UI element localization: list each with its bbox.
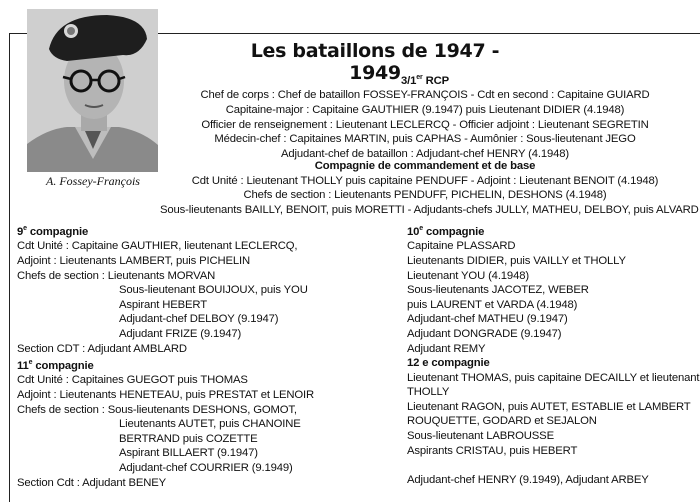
company-11-line: Chefs de section : Sous-lieutenants DESHONS, GOMOT, <box>17 403 297 416</box>
ccb-heading: Compagnie de commandement et de base <box>314 160 536 172</box>
company-12-line: Aspirants CRISTAU, puis HEBERT <box>407 444 578 457</box>
company-9-line: Adjoint : Lieutenants LAMBERT, puis PICHELIN <box>17 254 251 267</box>
company-11-indented: Aspirant BILLAERT (9.1947) <box>119 447 258 460</box>
company-10-line: Adjudant REMY <box>407 342 486 355</box>
company-10-line: Adjudant-chef MATHEU (9.1947) <box>407 313 568 326</box>
rcp-line: Officier de renseignement : Lieutenant LECLERCQ - Officier adjoint : Lieutenant SEGRETIN <box>201 118 649 131</box>
company-9-indented: Aspirant HEBERT <box>119 298 207 311</box>
company-12-line: Sous-lieutenant LABROUSSE <box>407 429 554 442</box>
company-9-indented: Sous-lieutenant BOUIJOUX, puis YOU <box>119 284 308 297</box>
ccb-line: Cdt Unité : Lieutenant THOLLY puis capitaine PENDUFF - Adjoint : Lieutenant BENOIT (4.1948) <box>191 174 659 187</box>
rcp-line: Adjudant-chef de bataillon : Adjudant-chef HENRY (4.1948) <box>280 147 570 160</box>
rcp-line: Médecin-chef : Capitaines MARTIN, puis CAPHAS - Aumônier : Sous-lieutenant JEGO <box>214 133 636 146</box>
ccb-line: Chefs de section : Lieutenants PENDUFF, PICHELIN, DESHONS (4.1948) <box>243 189 607 202</box>
company-10-heading: 10e compagnie <box>407 225 485 238</box>
company-9-indented: Adjudant FRIZE (9.1947) <box>119 327 242 340</box>
company-9-indented: Adjudant-chef DELBOY (9.1947) <box>119 313 279 326</box>
company-11-line: Adjoint : Lieutenants HENETEAU, puis PRESTAT et LENOIR <box>17 388 315 401</box>
company-11-block <box>17 356 387 490</box>
rcp-line: Capitaine-major : Capitaine GAUTHIER (9.1947) puis Lieutenant DIDIER (4.1948) <box>225 103 625 116</box>
company-9-line: Chefs de section : Lieutenants MORVAN <box>17 269 216 282</box>
company-12-line: Lieutenant RAGON, puis AUTET, ESTABLIE et LAMBERT <box>407 400 691 413</box>
ccb-block <box>160 159 699 217</box>
company-10-line: puis LAURENT et VARDA (4.1948) <box>407 298 578 311</box>
spacer <box>407 458 697 473</box>
company-11-indented: Adjudant-chef COURRIER (9.1949) <box>119 461 293 474</box>
company-11-line: Cdt Unité : Capitaines GUEGOT puis THOMAS <box>17 374 248 387</box>
company-10-line: Lieutenant YOU (4.1948) <box>407 269 529 282</box>
company-12-line: ROUQUETTE, GODARD et SEJALON <box>407 415 597 428</box>
page-title: Les bataillons de 1947 - 1949 <box>250 40 500 84</box>
portrait-image <box>27 9 158 172</box>
company-11-footer: Section Cdt : Adjudant BENEY <box>17 476 167 489</box>
portrait-photo <box>27 9 158 172</box>
company-12-line: THOLLY <box>407 386 450 399</box>
company-9-line: Cdt Unité : Capitaine GAUTHIER, lieutenant LECLERCQ, <box>17 240 298 253</box>
company-10-line: Lieutenants DIDIER, puis VAILLY et THOLLY <box>407 254 626 267</box>
rcp-block <box>160 71 690 161</box>
company-11-heading: 11e compagnie <box>17 359 94 372</box>
company-9-heading: 9e compagnie <box>17 225 89 238</box>
ccb-line: Sous-lieutenants BAILLY, BENOIT, puis MORETTI - Adjudants-chefs JULLY, MATHEU, DELBOY, puis ALVARD <box>160 203 699 216</box>
company-10-line: Sous-lieutenants JACOTEZ, WEBER <box>407 284 589 297</box>
company-12-heading: 12 e compagnie <box>407 357 490 369</box>
company-12-block <box>407 356 700 487</box>
company-12-footer: Adjudant-chef HENRY (9.1949), Adjudant ARBEY <box>407 473 649 486</box>
company-12-line: Lieutenant THOMAS, puis capitaine DECAILLY et lieutenant <box>407 371 700 384</box>
portrait-caption: A. Fossey-François <box>46 174 140 188</box>
company-10-line: Capitaine PLASSARD <box>407 240 516 253</box>
company-10-block <box>407 222 697 356</box>
company-11-indented: Lieutenants AUTET, puis CHANOINE <box>119 418 301 431</box>
rcp-line: Chef de corps : Chef de bataillon FOSSEY-FRANÇOIS - Cdt en second : Capitaine GUIARD <box>200 89 650 102</box>
company-11-indented: BERTRAND puis COZETTE <box>119 432 258 445</box>
company-9-footer: Section CDT : Adjudant AMBLARD <box>17 342 187 355</box>
company-9-block <box>17 222 387 356</box>
rcp-heading: 3/1er RCP <box>401 74 449 87</box>
company-10-line: Adjudant DONGRADE (9.1947) <box>407 327 562 340</box>
